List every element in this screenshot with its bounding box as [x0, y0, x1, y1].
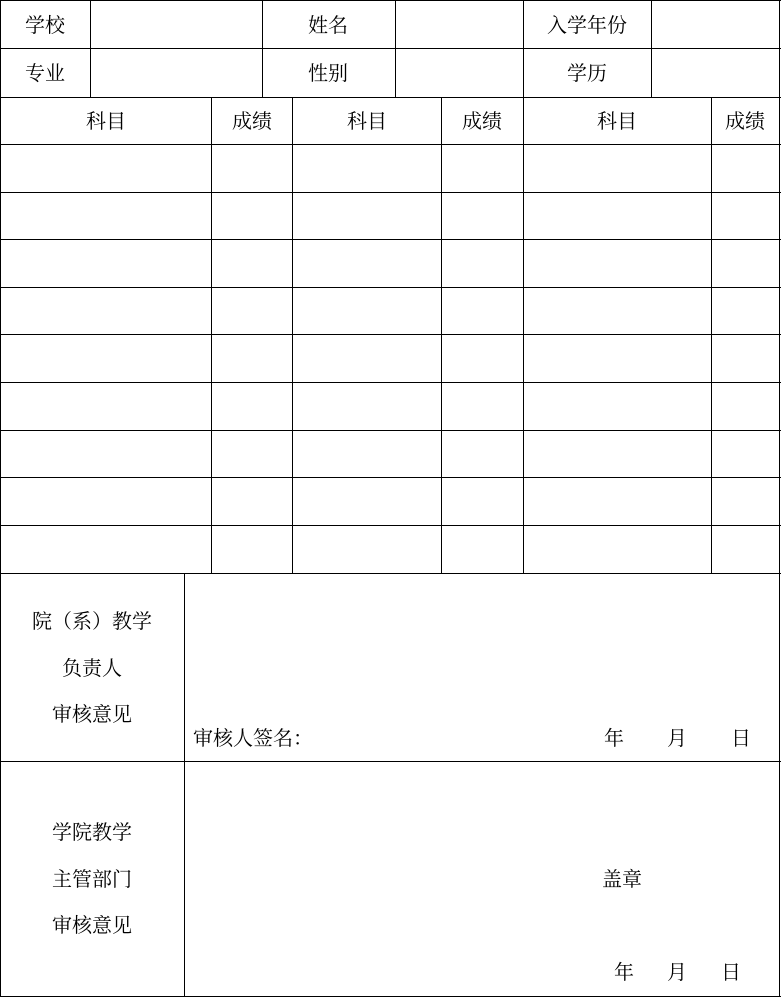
grade-score-cell[interactable] — [442, 193, 523, 239]
grade-subject-cell[interactable] — [293, 145, 441, 192]
college-date-year: 年 — [614, 960, 634, 984]
grade-score-cell[interactable] — [212, 240, 292, 287]
gender-label: 性别 — [308, 61, 348, 85]
school-value[interactable] — [91, 1, 262, 48]
dept-review-label-line1: 院（系）教学 — [32, 609, 152, 633]
grade-subject-cell[interactable] — [293, 193, 441, 239]
grade-score-cell[interactable] — [442, 335, 523, 382]
grade-score-cell[interactable] — [712, 478, 779, 525]
grade-score-cell[interactable] — [712, 240, 779, 287]
grade-score-cell[interactable] — [442, 526, 523, 573]
grade-score-cell[interactable] — [212, 526, 292, 573]
grade-score-cell[interactable] — [212, 478, 292, 525]
grade-subject-cell[interactable] — [1, 526, 211, 573]
grade-score-cell[interactable] — [212, 335, 292, 382]
border-bottom — [0, 996, 781, 997]
grade-score-cell[interactable] — [212, 431, 292, 477]
college-date-day: 日 — [721, 960, 741, 984]
dept-review-opinion-area[interactable] — [185, 574, 779, 724]
col-divider — [523, 0, 524, 97]
border-right — [779, 0, 780, 997]
grade-score-cell[interactable] — [442, 288, 523, 334]
name-label: 姓名 — [308, 13, 348, 37]
name-value[interactable] — [396, 1, 523, 48]
grade-subject-cell[interactable] — [524, 145, 711, 192]
grade-score-cell[interactable] — [212, 193, 292, 239]
grade-subject-cell[interactable] — [524, 193, 711, 239]
grade-subject-cell[interactable] — [524, 383, 711, 430]
grade-subject-cell[interactable] — [524, 478, 711, 525]
grade-score-cell[interactable] — [442, 478, 523, 525]
score-header: 成绩 — [725, 109, 765, 133]
subject-header: 科目 — [86, 109, 126, 133]
entry-year-label: 入学年份 — [547, 13, 627, 37]
grade-subject-cell[interactable] — [1, 335, 211, 382]
grade-score-cell[interactable] — [712, 145, 779, 192]
grade-subject-cell[interactable] — [1, 431, 211, 477]
grade-score-cell[interactable] — [712, 335, 779, 382]
dept-review-label-line3: 审核意见 — [52, 702, 132, 726]
grade-score-cell[interactable] — [212, 145, 292, 192]
college-review-label-line2: 主管部门 — [52, 867, 132, 891]
grade-subject-cell[interactable] — [293, 383, 441, 430]
grade-score-cell[interactable] — [442, 240, 523, 287]
score-header: 成绩 — [232, 109, 272, 133]
grade-score-cell[interactable] — [212, 383, 292, 430]
grade-subject-cell[interactable] — [1, 288, 211, 334]
grade-score-cell[interactable] — [712, 431, 779, 477]
grade-subject-cell[interactable] — [1, 145, 211, 192]
grade-score-cell[interactable] — [712, 288, 779, 334]
col-divider — [262, 0, 263, 97]
grade-score-cell[interactable] — [442, 383, 523, 430]
grade-subject-cell[interactable] — [1, 193, 211, 239]
dept-date-day: 日 — [731, 726, 751, 750]
grade-subject-cell[interactable] — [293, 478, 441, 525]
grade-score-cell[interactable] — [712, 526, 779, 573]
grade-subject-cell[interactable] — [293, 335, 441, 382]
grade-score-cell[interactable] — [712, 383, 779, 430]
row-divider — [0, 97, 781, 98]
dept-review-label-line2: 负责人 — [62, 656, 122, 680]
grade-subject-cell[interactable] — [1, 240, 211, 287]
grade-subject-cell[interactable] — [293, 526, 441, 573]
grade-subject-cell[interactable] — [524, 431, 711, 477]
grade-subject-cell[interactable] — [524, 288, 711, 334]
college-review-label-line1: 学院教学 — [52, 820, 132, 844]
grade-subject-cell[interactable] — [524, 240, 711, 287]
education-value[interactable] — [652, 49, 779, 97]
college-date-month: 月 — [667, 960, 687, 984]
dept-date-month: 月 — [667, 726, 687, 750]
major-value[interactable] — [91, 49, 262, 97]
grade-score-cell[interactable] — [442, 145, 523, 192]
subject-header: 科目 — [597, 109, 637, 133]
college-seal-label: 盖章 — [602, 867, 642, 891]
grade-score-cell[interactable] — [212, 288, 292, 334]
dept-signature-label: 审核人签名： — [193, 726, 313, 750]
grade-subject-cell[interactable] — [524, 526, 711, 573]
grade-score-cell[interactable] — [712, 193, 779, 239]
grade-subject-cell[interactable] — [293, 431, 441, 477]
score-header: 成绩 — [462, 109, 502, 133]
major-label: 专业 — [25, 61, 65, 85]
education-label: 学历 — [567, 61, 607, 85]
grade-subject-cell[interactable] — [293, 240, 441, 287]
entry-year-value[interactable] — [652, 1, 779, 48]
college-review-label-line3: 审核意见 — [52, 913, 132, 937]
grade-subject-cell[interactable] — [293, 288, 441, 334]
grade-subject-cell[interactable] — [1, 383, 211, 430]
grade-score-cell[interactable] — [442, 431, 523, 477]
grade-subject-cell[interactable] — [524, 335, 711, 382]
college-review-opinion-area[interactable] — [185, 762, 779, 942]
subject-header: 科目 — [347, 109, 387, 133]
dept-date-year: 年 — [604, 726, 624, 750]
gender-value[interactable] — [396, 49, 523, 97]
school-label: 学校 — [25, 13, 65, 37]
grade-subject-cell[interactable] — [1, 478, 211, 525]
